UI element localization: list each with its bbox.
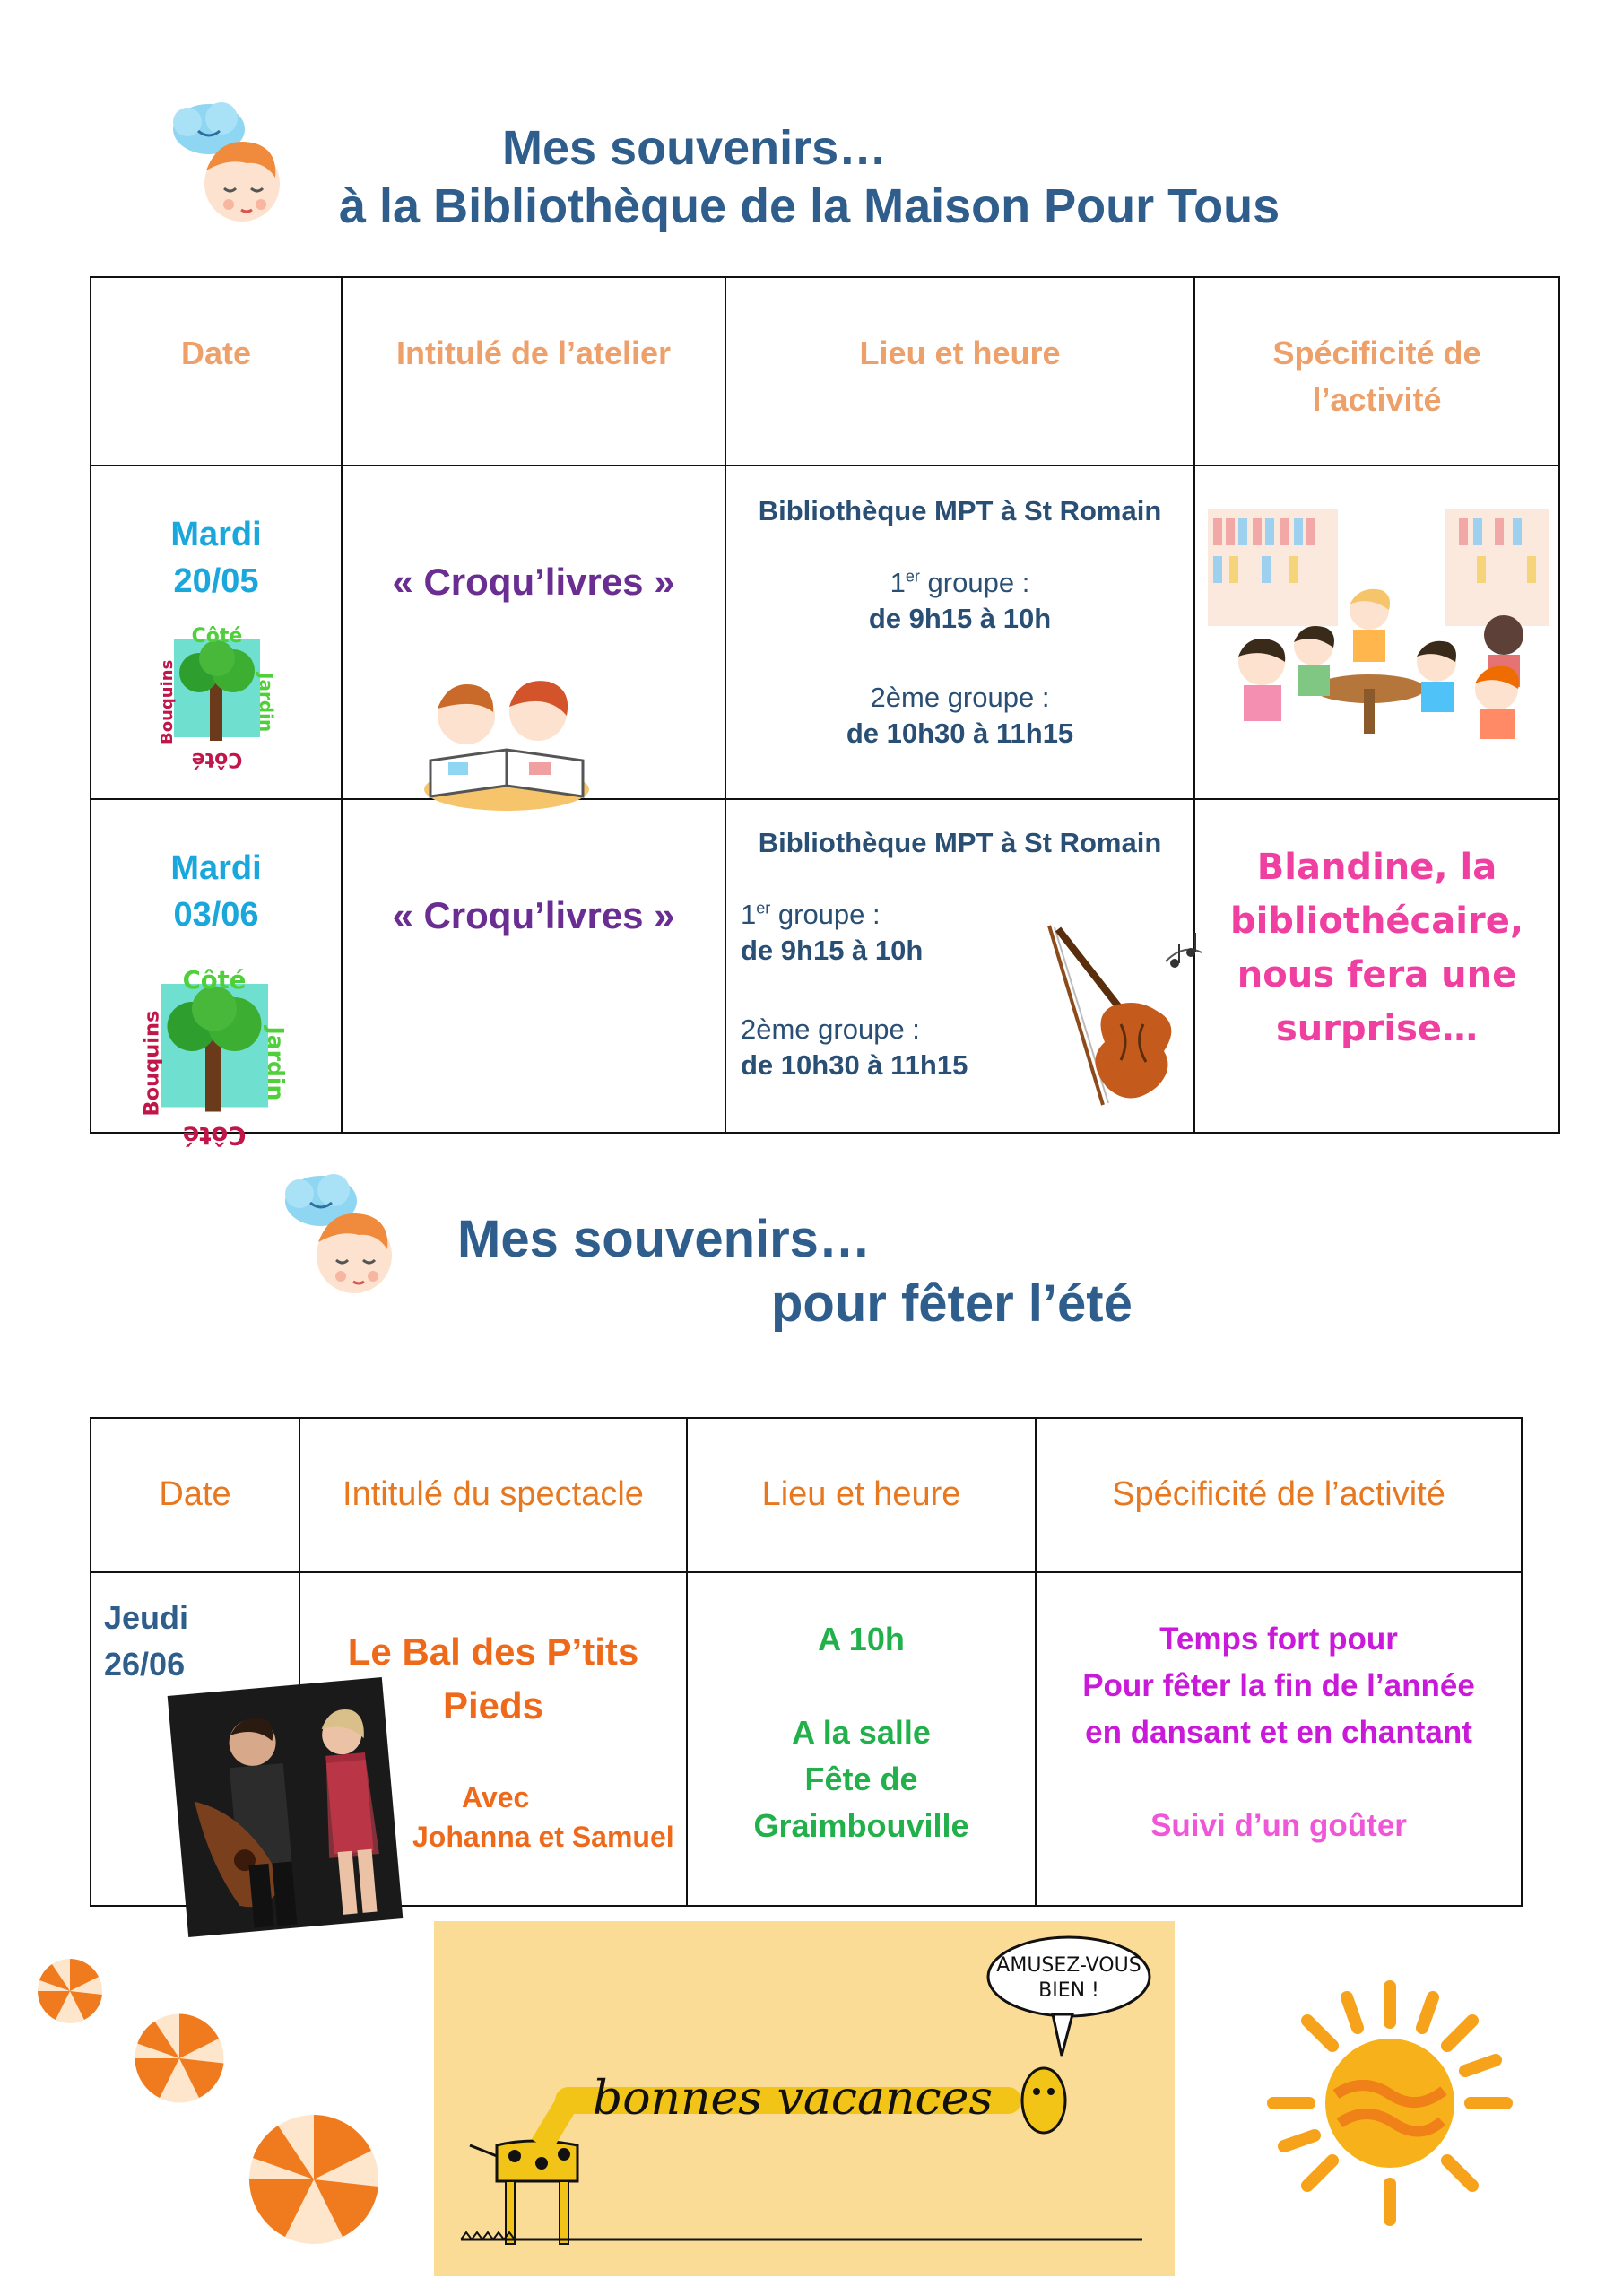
group1-label: 1er groupe : xyxy=(890,567,1030,598)
show-time: A 10h xyxy=(818,1621,905,1657)
specificity-line: Suivi d’un goûter xyxy=(1150,1808,1407,1843)
table-header-row xyxy=(91,277,1559,465)
speech-bubble-line1: AMUSEZ-VOUS xyxy=(996,1954,1141,1977)
show-place-line3: Graimbouville xyxy=(753,1807,969,1844)
row-date: 26/06 xyxy=(104,1646,186,1683)
svg-text:Côté: Côté xyxy=(191,748,243,770)
group2-time: de 10h30 à 11h15 xyxy=(846,718,1074,749)
table-header-row xyxy=(91,1418,1522,1572)
children-reading-illustration xyxy=(412,662,601,814)
specificity-line: Blandine, la xyxy=(1256,847,1497,888)
row-day: Mardi xyxy=(170,849,262,887)
row-date: 03/06 xyxy=(173,896,259,934)
performers-photo xyxy=(169,1677,402,1937)
group1-label: 1er groupe : xyxy=(741,899,881,930)
specificity-line: nous fera une xyxy=(1237,954,1517,996)
dreaming-boy-icon xyxy=(278,1170,404,1305)
section1-title-line1: Mes souvenirs… xyxy=(502,121,888,175)
header-date: Date xyxy=(159,1475,231,1513)
bonnes-vacances-banner xyxy=(434,1921,1175,2276)
library-workshops-table xyxy=(90,276,1560,1150)
row-date: 20/05 xyxy=(173,562,259,600)
show-place-line2: Fête de xyxy=(804,1761,918,1797)
svg-text:Côté: Côté xyxy=(191,625,243,648)
place: Bibliothèque MPT à St Romain xyxy=(758,495,1162,526)
svg-text:Côté: Côté xyxy=(182,1121,247,1150)
svg-text:Bouquins: Bouquins xyxy=(140,1010,164,1117)
table-row xyxy=(91,799,1559,1133)
svg-text:Côté: Côté xyxy=(182,966,247,995)
header-date: Date xyxy=(180,335,252,371)
row-day: Jeudi xyxy=(104,1599,189,1636)
header-specificity: Spécificité de l’activité xyxy=(1112,1475,1445,1513)
group2-label: 2ème groupe : xyxy=(741,1013,920,1045)
specificity-line: bibliothécaire, xyxy=(1229,900,1524,942)
workshop-title: « Croqu’livres » xyxy=(392,894,675,936)
group2-time: de 10h30 à 11h15 xyxy=(741,1049,968,1081)
svg-text:Bouquins: Bouquins xyxy=(158,659,177,744)
header-place-time: Lieu et heure xyxy=(859,335,1061,371)
section1-title-line2: à la Bibliothèque de la Maison Pour Tous xyxy=(339,179,1280,233)
bonnes-vacances-text: bonnes vacances xyxy=(592,2072,994,2126)
performers-names: Johanna et Samuel xyxy=(412,1821,674,1853)
beach-ball-icon xyxy=(130,2009,229,2108)
specificity-line: en dansant et en chantant xyxy=(1085,1715,1472,1750)
place: Bibliothèque MPT à St Romain xyxy=(758,827,1162,858)
giraffe-illustration xyxy=(434,1921,1175,2276)
dreaming-boy-icon xyxy=(166,99,291,233)
header-specificity: Spécificité de xyxy=(1272,335,1481,371)
sun-icon xyxy=(1264,1978,1515,2229)
speech-bubble-line2: BIEN ! xyxy=(1038,1979,1099,2002)
group1-time: de 9h15 à 10h xyxy=(741,935,924,966)
section2-title-line1: Mes souvenirs… xyxy=(457,1210,871,1268)
beach-ball-icon xyxy=(242,2108,386,2251)
section2-title-line2: pour fêter l’été xyxy=(771,1274,1133,1333)
group2-label: 2ème groupe : xyxy=(870,682,1050,713)
show-title-line2: Pieds xyxy=(442,1684,544,1726)
show-place-line1: A la salle xyxy=(792,1714,931,1751)
header-place-time: Lieu et heure xyxy=(761,1475,961,1513)
group1-time: de 9h15 à 10h xyxy=(868,603,1052,634)
header-show-title: Intitulé du spectacle xyxy=(343,1475,644,1513)
workshop-title: « Croqu’livres » xyxy=(392,561,675,603)
violin-icon xyxy=(1031,908,1211,1114)
specificity-line: Pour fêter la fin de l’année xyxy=(1082,1668,1475,1703)
cote-jardin-logo xyxy=(140,966,289,1150)
table-row xyxy=(91,465,1559,799)
performers-intro: Avec xyxy=(462,1781,530,1813)
show-title-line1: Le Bal des P’tits xyxy=(347,1631,639,1673)
header-workshop-title: Intitulé de l’atelier xyxy=(395,335,672,371)
header-specificity-line2: l’activité xyxy=(1312,381,1442,418)
cote-jardin-logo xyxy=(158,625,277,770)
library-children-illustration xyxy=(1208,509,1549,762)
row-day: Mardi xyxy=(170,516,262,553)
specificity-line: Temps fort pour xyxy=(1159,1622,1398,1657)
specificity-line: surprise… xyxy=(1275,1008,1479,1049)
svg-text:Jardin: Jardin xyxy=(256,673,277,733)
beach-ball-icon xyxy=(34,1955,106,2027)
svg-text:Jardin: Jardin xyxy=(263,1026,289,1101)
